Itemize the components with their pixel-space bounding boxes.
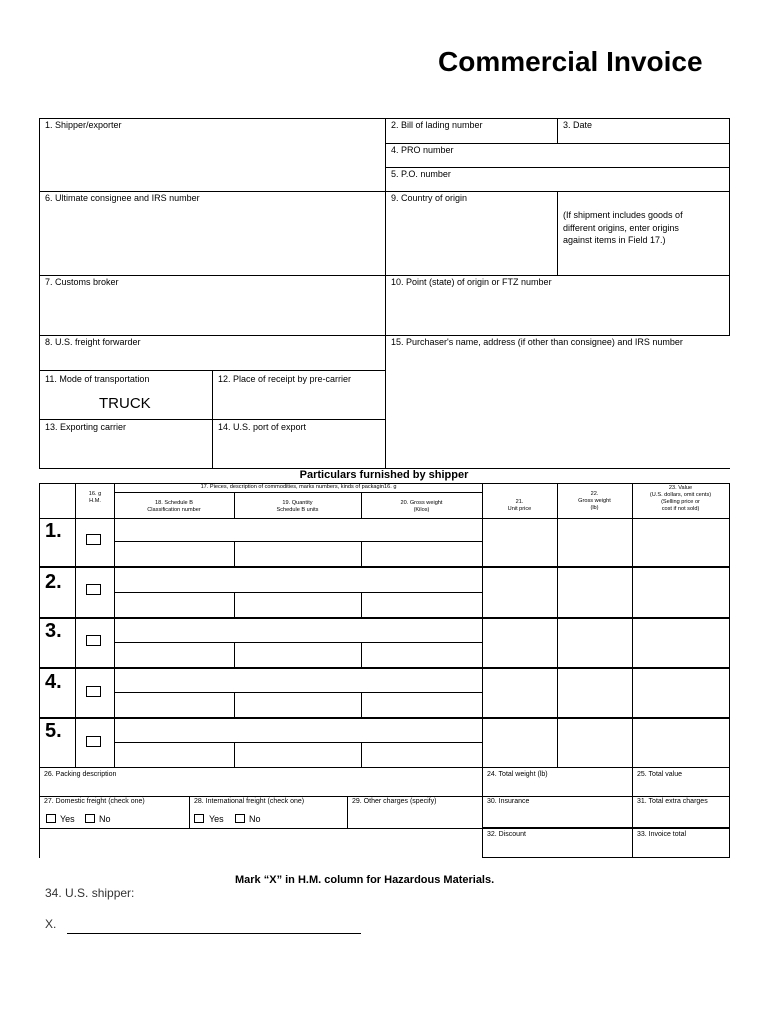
hazmat-checkbox[interactable]	[86, 736, 101, 747]
exporting-carrier-field[interactable]: 13. Exporting carrier	[45, 422, 127, 432]
item-number: 1.	[45, 520, 62, 542]
purchaser-field[interactable]: 15. Purchaser's name, address (if other than consignee) and IRS number	[391, 337, 683, 347]
description-column-header: 17. Pieces, description of commodities, marks numbers, kinds of packagin16. g	[200, 484, 397, 490]
item-number: 4.	[45, 671, 62, 693]
us-shipper-label: 34. U.S. shipper:	[45, 886, 135, 900]
origin-note-line-3: against items in Field 17.)	[563, 235, 666, 245]
total-value-field[interactable]: 25. Total value	[637, 771, 683, 778]
unit-price-column-header: 21. Unit price	[507, 499, 532, 512]
hazmat-checkbox[interactable]	[86, 584, 101, 595]
item-number: 5.	[45, 720, 62, 742]
schedule-b-column-header: 18. Schedule B Classification number	[147, 500, 201, 513]
pro-number-field[interactable]: 4. PRO number	[391, 145, 454, 155]
hm-column-header: 16. g H.M.	[88, 491, 102, 504]
date-field[interactable]: 3. Date	[563, 120, 593, 130]
insurance-field[interactable]: 30. Insurance	[487, 798, 530, 805]
hazmat-note: Mark “X” in H.M. column for Hazardous Materials.	[235, 874, 495, 886]
customs-broker-field[interactable]: 7. Customs broker	[45, 277, 119, 287]
hazmat-checkbox[interactable]	[86, 686, 101, 697]
domestic-freight-no-label: No	[99, 814, 111, 824]
international-freight-no-label: No	[249, 814, 261, 824]
domestic-freight-field: 27. Domestic freight (check one)	[44, 798, 145, 805]
item-number: 3.	[45, 620, 62, 642]
domestic-freight-no-checkbox[interactable]	[85, 814, 95, 823]
us-port-of-export-field[interactable]: 14. U.S. port of export	[218, 422, 307, 432]
origin-note-line-1: (If shipment includes goods of	[563, 210, 683, 220]
international-freight-yes-checkbox[interactable]	[194, 814, 204, 823]
total-weight-field[interactable]: 24. Total weight (lb)	[487, 771, 548, 778]
signature-line[interactable]	[67, 933, 361, 934]
total-extra-charges-field[interactable]: 31. Total extra charges	[637, 798, 708, 805]
invoice-total-field[interactable]: 33. Invoice total	[637, 831, 687, 838]
bill-of-lading-field[interactable]: 2. Bill of lading number	[391, 120, 483, 130]
quantity-column-header: 19. Quantity Schedule B units	[276, 500, 319, 513]
signature-x-label: X.	[45, 917, 57, 931]
gross-weight-lb-column-header: 22. Gross weight (lb)	[578, 491, 611, 511]
mode-of-transportation-field[interactable]: 11. Mode of transportation	[45, 374, 150, 384]
international-freight-no-checkbox[interactable]	[235, 814, 245, 823]
ultimate-consignee-field[interactable]: 6. Ultimate consignee and IRS number	[45, 193, 200, 203]
place-of-receipt-field[interactable]: 12. Place of receipt by pre-carrier	[218, 374, 352, 384]
page-title: Commercial Invoice	[438, 46, 703, 77]
particulars-title: Particulars furnished by shipper	[299, 469, 469, 481]
value-column-header: 23. Value (U.S. dollars, omit cents) (Selling price or cost if not sold)	[649, 485, 712, 512]
discount-field[interactable]: 32. Discount	[487, 831, 526, 838]
item-number: 2.	[45, 571, 62, 593]
shipper-exporter-field[interactable]: 1. Shipper/exporter	[45, 120, 122, 130]
hazmat-checkbox[interactable]	[86, 534, 101, 545]
mode-of-transportation-value: TRUCK	[99, 395, 151, 412]
origin-note-line-2: different origins, enter origins	[563, 223, 679, 233]
domestic-freight-yes-checkbox[interactable]	[46, 814, 56, 823]
international-freight-field: 28. International freight (check one)	[194, 798, 305, 805]
international-freight-yes-label: Yes	[209, 814, 224, 824]
gross-weight-kilos-column-header: 20. Gross weight (Kilos)	[400, 500, 443, 513]
domestic-freight-yes-label: Yes	[60, 814, 75, 824]
hazmat-checkbox[interactable]	[86, 635, 101, 646]
other-charges-field[interactable]: 29. Other charges (specify)	[352, 798, 437, 805]
packing-description-field[interactable]: 26. Packing description	[44, 771, 117, 778]
point-of-origin-field[interactable]: 10. Point (state) of origin or FTZ number	[391, 277, 552, 287]
freight-forwarder-field[interactable]: 8. U.S. freight forwarder	[45, 337, 141, 347]
country-of-origin-field[interactable]: 9. Country of origin	[391, 193, 468, 203]
po-number-field[interactable]: 5. P.O. number	[391, 169, 451, 179]
